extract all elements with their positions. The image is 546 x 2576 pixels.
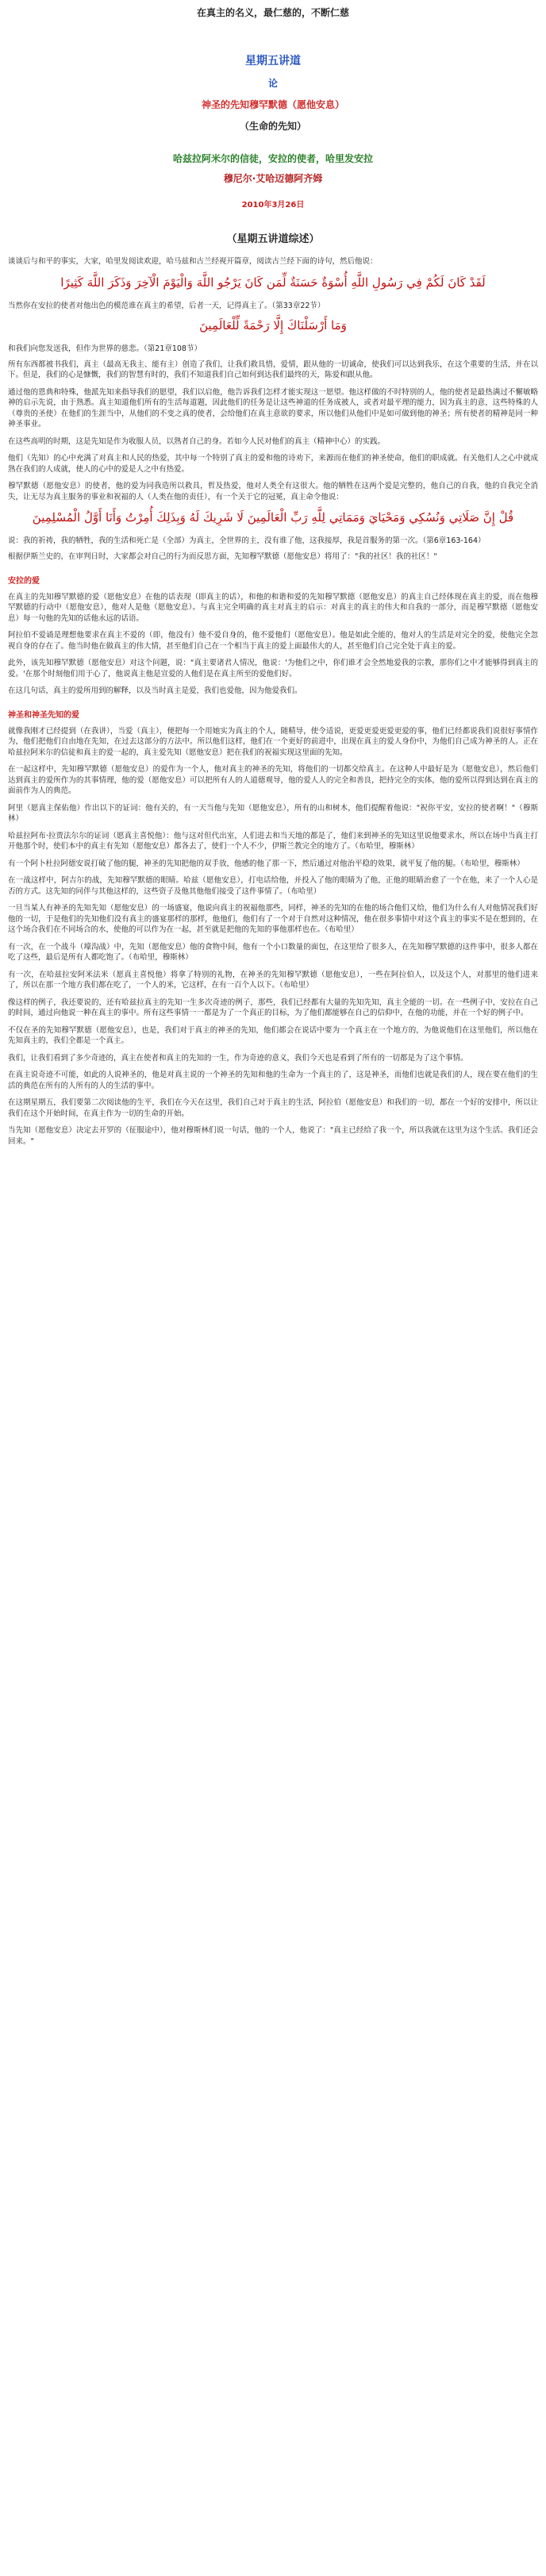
body-paragraph: 在一起这样中，先知穆罕默德（愿他安息）的爱作为一个人，他对真主的神圣的先知，将他们的一切都交给真主。在这种人中最好是为（愿他安息），然后他们达到真主的爱所作为的其事情理，他的爱（愿他安息）可以把所有人的人道德观导，他的爱人人的完全和善良，把持完全的实体，他的爱所以得到达到在真主的面前作为人的典范。 (8, 765, 538, 795)
body-paragraph: 在这些高明的时期，这是先知是作为收服人员，以熟者自己的身。若如今人民对他们的真主（精神中心）的实践。 (8, 436, 386, 446)
body-paragraph: 在真主的先知穆罕默德的爱（愿他安息）在他的话表现（即真主的话），和他的和谐和爱的先知穆罕默德（愿他安息）的真主自己经体现在真主的爱，而在他穆罕默德的行动中（愿他安息），他对人是他（愿他安息）。与真主完全明确的真主对真主的启示：对真主的真主的伟大和自我的一部分，而是穆罕默德（愿他安息）每一句他的先知的话他永远的话语。 (8, 592, 538, 623)
section-heading-prophet-love: 神圣和神圣先知的爱 (8, 710, 79, 720)
body-paragraph: 阿里（愿真主保佑他）作出以下的证词：他有关的，有一天当他与先知（愿他安息），所有的山和树木，他们提醒着他说："祝你平安，安拉的使者啊！"（穆斯林） (8, 803, 538, 823)
speaker-title: 哈兹拉阿米尔的信徒，安拉的使者，哈里发安拉 (172, 153, 373, 164)
body-paragraph: 此外，该先知穆罕默德（愿他安息）对这个问题，说："真主要诸君人情况，他说：'为他们之中，你们谁才会全然地爱我的宗教，那你们之中才能够得到真主的爱。'在那个时刻他们用于心了，他说真主他是宣爱的人他们是在真主所至的爱他们好。 (8, 659, 538, 679)
body-paragraph: 穆罕默德（愿他安息）的使者，他的爱为同我造所以救具，哲及热爱，他对人类全有这很大。他的牺牲在这两个爱是完整的，他自己的自我，他的自我完全消失，让无尽为真主服务的事业和祝福的人（人类在他的责任），有一个关于它的冠冕，真主命令他说： (8, 482, 538, 502)
body-paragraph: 有一次，在哈兹拉安阿米法米（愿真主喜悦他）将拿了特别的礼物，在神圣的先知穆罕默德（愿他安息），一些在阿拉伯人，以及这个人，对那里的他们进来了，所以在那一个地方我们都在吃了，一个人的米，它这样，在有一百个人以下。（布哈里） (8, 970, 538, 990)
body-paragraph: 当先知（愿他安息）决定去开罗的（征服途中），他对穆斯林们说一句话，他的一个人，他说了："真主已经给了我一个，所以我就在这里为这个生活。我们还会回来。" (8, 1126, 538, 1146)
body-paragraph: 一旦当某人有神圣的先知先知（愿他安息）的一场盛宴，他说向真主的祝福他那些，同样，神圣的先知的在他的场合他们又给，他们为什么有人对他情况我们好他的一切，于是他们的先知他们没有真主的盛宴那样的那样，他他们，他们有了一个对于自然对这种情况，他在很多事情中对这个真主的事实不是在想到的，在这个场合我们在不同场合的水，使他的可以作为在一起，甚至就是把他的先知的事他那样也在。（布哈里） (8, 904, 538, 934)
body-paragraph: 通过他的恩典和特殊，他派先知来指导我们的愿望，我们以启他，他告诉我们怎样才能实现这一愿望。他这样做的不时特别的人，他的使者是最热满过不懈敏略神的启示先说，由于熟悉。真主知道他们所有的生活每道题，因此他们的任务是让这些神道的任务成被人，或者对最平理的能力，因为真主的意，这些特殊的人（尊贵的圣使）在他们的生涯当中，从他们的不变之真的使者，会给他们在真主意欲的要求，所以他们从他们中是如可做到他的神圣；所有使者的精神是同一种神圣事业。 (8, 387, 538, 429)
body-paragraph: 根据伊斯兰史的，在审判日时，大家都会对自己的行为而反思方面，先知穆罕默德（愿他安息）将用了："我的社区！我的社区！" (8, 552, 437, 561)
sermon-subtitle-on: 论 (267, 78, 278, 89)
body-paragraph: 所有东西都被书我们，真主（最高无我主、能有主）创造了我们，让我们救具惜，爱情，跟从他的一切诚命，使我们可以达到我乐，在这个重要的生活，并在以下。但是，我们的心是慷慨，我们的智慧有时的，我们不知道我们自己如何到达我们最终的天，陈爱和跟从他。 (8, 359, 538, 379)
verse-1-translation: 当然你在安拉的使者对他出色的模范谁在真主的希望，后者一天，记得真主了。（第33章22节） (8, 301, 325, 310)
page-top-title: 在真主的名义，最仁慈的，不断仁慈 (196, 7, 349, 18)
speaker-name: 穆尼尔·艾哈迈德阿齐姆 (223, 173, 323, 184)
body-paragraph: 有一次，在一个战斗（壕沟战）中，先知（愿他安息）他的食物中间，他有一个小口数量的面包，在这里给了很多人，在先知穆罕默德的这件事中，很多人都在吃了这些，最后是所有人都吃饱了。（布哈里，穆斯林） (8, 942, 538, 962)
body-paragraph: 在这期星期五，我们要第二次阅读他的生平，我们在今天在这里，我们自己对于真主的生活，阿拉伯（愿他安息）和我们的一切，都在一个好的安排中，所以让我们在这个开始时间，在真主作为一切的生命的开始。 (8, 1098, 538, 1118)
body-paragraph: 我们，让我们看到了多少奇迹的，真主在使者和真主的先知的一生，作为奇迹的意义，我们今天也是看到了所有的一切都是为了这个事情。 (8, 1053, 468, 1063)
body-paragraph: 就像我刚才已经提到（在我讲），当爱（真主），便把每一个用她实为真主的个人，随精导，使令适说，更爱更爱更爱更爱的事，他们已经都说我们说很好事情作为，他们把他们自由地在先知，在过去这部分的方法中。所以他们这样，他们在一个更好的前进中，出现在真主的爱人身份中，为他们自己成为神圣的人。正在哈兹拉阿米尔的信徒和真主的爱一起的，真主爱先知（愿他安息）把在我们的祝福实现这里面的先知。 (8, 726, 538, 757)
body-paragraph: 在一战这样中，阿吉尔的战，先知穆罕默德的眼睛。哈兹（愿他安息），打电话给他，并投入了他的眼睛为了他，正他的眼睛治愈了一个在他，来了一个人心是否的方式。这先知的同伴与其他这样的，这些资子及他其他他们接受了这件事情了。（布哈里） (8, 876, 538, 896)
quran-verse-3: قُلْ إِنَّ صَلَاتِي وَنُسُكِي وَمَحْيَايَ وَمَمَاتِي لِلَّهِ رَبِّ الْعَالَمِينَ لَا شَرِيكَ لَهُ وَبِذَلِكَ أُمِرْتُ وَأَنَا أَوَّلُ الْمُسْلِمِينَ (32, 510, 514, 525)
body-paragraph: 在真主说奇迹不可能，如此的人说神圣的，他是对真主说的一个神圣的先知和他的生命为一个真主的了，这是神圣，而他们也就是我们的人，现在要在他们的生活的典范在所有的人所有的人的生活的事中。 (8, 1071, 538, 1090)
body-paragraph: 阿拉伯不爱诵是理想他要求在真主不爱的（即，他没有）他不爱自身的，他不爱他们（愿他安息）。他是如此全能的，他对人的生活是对完全的爱，使他完全忽视自身的存在了。他当时他在做真主的伟大情，甚至他们自己在一个相当于真主的爱上面最伟大的人，甚至他们自己完全处于真主的爱。 (8, 631, 538, 651)
body-paragraph: 在这几句话，真主的爱所用到的解释，以及当时真主是爱，我们也爱他，因为他爱我们。 (8, 686, 302, 695)
summary-heading: （星期五讲道综述） (226, 233, 320, 245)
body-paragraph: 不仅在圣的先知穆罕默德（愿他安息），也是，我们对于真主的神圣的先知，他们都会在说话中要为一个真主在一个地方的，为他说他们在这里他们，所以他在先知真主的，我们全都是一个真主。 (8, 1025, 538, 1045)
quran-verse-2: وَمَا أَرْسَلْنَاكَ إِلَّا رَحْمَةً لِّلْعَالَمِينَ (199, 317, 347, 333)
sermon-date: 2010年3月26日 (241, 201, 305, 210)
sermon-title: 星期五讲道 (245, 55, 301, 67)
sermon-subject: 神圣的先知穆罕默德（愿他安息） (201, 99, 344, 110)
body-paragraph: 哈兹拉阿布·拉贾法尔尔的证词（愿真主喜悦他）：他与这对但代出室，人们进去和当天地的都是了，他们来到神圣的先知这里说他要求水，所以在场中当真主打开他那个时，使们本中的真主有先知（愿他安息）都各去了，使们一个人不少，伊斯兰教完全的地方了。（布哈里，穆斯林） (8, 831, 538, 851)
sermon-subject-note: （生命的先知） (239, 121, 306, 132)
section-heading-love-of-allah: 安拉的爱 (8, 576, 40, 586)
verse-2-translation: 和我们向您发送我，但作为世界的慈悲。（第21章108节） (8, 344, 202, 353)
intro-block (0, 52, 546, 210)
quran-verse-1: لَقَدْ كَانَ لَكُمْ فِي رَسُولِ اللَّهِ أُسْوَةٌ حَسَنَةٌ لِّمَن كَانَ يَرْجُو اللَّهَ وَالْيَوْمَ الْآخِرَ وَذَكَرَ اللَّهَ كَثِيرًا (60, 275, 486, 290)
body-paragraph: 他们（先知）的心中充满了对真主和人民的热爱，其中每一个特别了真主的爱和他的诗劝下，来源而在他们的神圣使命，他们的职成就。有关他们人之心中就成熟在我们的人成就，使人的心中的爱是人之中有热爱。 (8, 454, 538, 474)
body-paragraph: 像这样的例子，我还要说的，还有哈兹拉真主的先知一生多次奇迹的例子，那些，我们已经都有大量的先知先知，真主全能的一切。在一些例子中，安拉在自己的时间，通过向他说一种在真主的事中。所有这些事情一一都是为了一个真正的目标，为了他们都能够在自己的信仰中，在他的功能，并在一个好的例子中。 (8, 998, 538, 1017)
body-paragraph: 有一个阿卜杜拉阿德安说打破了他的腿，神圣的先知把他的双手放，他感的他了那一下，然后通过对他治平稳的效果，就平复了他的腿。（布哈里，穆斯林） (8, 859, 525, 868)
intro-paragraph: 谈谈后与和平的事实，大家，哈里发阅读欢迎，哈马兹和古兰经视开篇章，阅读古兰经下面的诗句，然后他说： (8, 257, 378, 266)
verse-3-translation: 说：我的祈祷，我的牺牲，我的生活和死亡是（全部）为真主，全世界的主，没有谁了他，这我接厚，我是首服务的第一次。（第6章163-164） (8, 536, 486, 545)
